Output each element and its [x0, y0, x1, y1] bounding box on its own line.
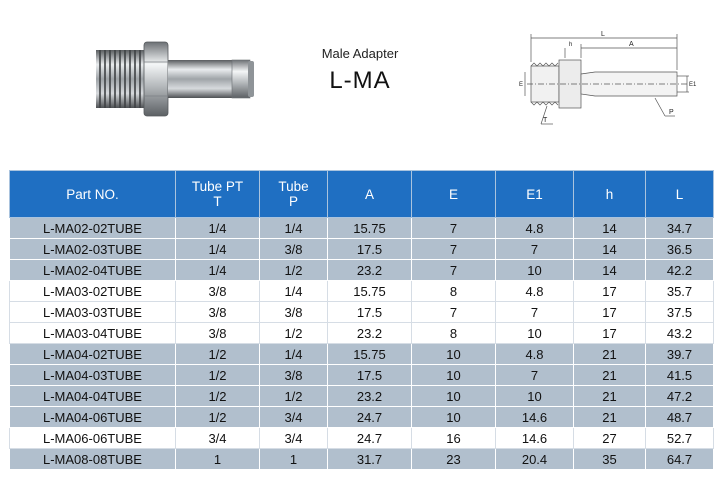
col-tube-pt-cell: 1/4 [176, 239, 260, 260]
col-e-cell: 10 [412, 386, 496, 407]
col-tube-pt-cell: 1/2 [176, 407, 260, 428]
col-e-cell: 7 [412, 260, 496, 281]
drawing-label-l: L [601, 31, 605, 38]
col-tube-pt-cell: 1 [176, 449, 260, 470]
col-tube-pt-cell: 3/8 [176, 302, 260, 323]
col-e1-cell: 14.6 [496, 407, 574, 428]
col-tube-p-cell: 3/8 [260, 239, 328, 260]
table-row [10, 239, 714, 260]
col-h-cell: 14 [574, 260, 646, 281]
drawing-label-p: P [669, 109, 674, 116]
col-tube-p-cell: 1/2 [260, 260, 328, 281]
col-h-cell: 14 [574, 239, 646, 260]
col-e1-cell: 4.8 [496, 344, 574, 365]
col-l-cell: 34.7 [646, 218, 714, 239]
col-a-cell: 23.2 [328, 386, 412, 407]
col-part-no-cell: L-MA02-04TUBE [10, 260, 176, 281]
header-label: E [448, 186, 458, 202]
col-tube-p-cell: 3/4 [260, 407, 328, 428]
col-l-header [646, 171, 714, 218]
col-part-no-cell: L-MA03-02TUBE [10, 281, 176, 302]
col-tube-p-cell: 1/2 [260, 386, 328, 407]
col-a-cell: 15.75 [328, 344, 412, 365]
col-e-cell: 10 [412, 344, 496, 365]
col-tube-p-header [260, 171, 328, 218]
col-tube-p-cell: 3/8 [260, 302, 328, 323]
col-h-header [574, 171, 646, 218]
col-part-no-header [10, 171, 176, 218]
table-row [10, 365, 714, 386]
col-tube-p-cell: 1/2 [260, 323, 328, 344]
col-e1-cell: 10 [496, 386, 574, 407]
col-e-cell: 7 [412, 218, 496, 239]
col-tube-p-cell: 3/8 [260, 365, 328, 386]
table-row [10, 344, 714, 365]
table-row [10, 260, 714, 281]
col-h-cell: 17 [574, 302, 646, 323]
header-label: E1 [526, 186, 543, 202]
col-e-cell: 10 [412, 365, 496, 386]
table-row [10, 323, 714, 344]
col-e1-header [496, 171, 574, 218]
table-row [10, 407, 714, 428]
table-row [10, 386, 714, 407]
col-h-cell: 21 [574, 344, 646, 365]
dimension-drawing [519, 28, 697, 140]
col-part-no-cell: L-MA04-04TUBE [10, 386, 176, 407]
col-e-cell: 23 [412, 449, 496, 470]
col-part-no-cell: L-MA04-03TUBE [10, 365, 176, 386]
col-a-cell: 31.7 [328, 449, 412, 470]
header-label: h [605, 186, 614, 202]
col-e-cell: 8 [412, 323, 496, 344]
col-tube-p-cell: 1/4 [260, 344, 328, 365]
table-row [10, 428, 714, 449]
header-sublabel: P [288, 194, 298, 209]
title-block [295, 46, 425, 95]
col-l-cell: 42.2 [646, 260, 714, 281]
col-l-cell: 37.5 [646, 302, 714, 323]
col-tube-pt-cell: 3/4 [176, 428, 260, 449]
col-e-header [412, 171, 496, 218]
drawing-label-a: A [629, 41, 634, 48]
col-e1-cell: 10 [496, 260, 574, 281]
drawing-label-t: T [543, 117, 548, 124]
table-body [10, 218, 714, 470]
col-l-cell: 43.2 [646, 323, 714, 344]
col-part-no-cell: L-MA03-03TUBE [10, 302, 176, 323]
col-e-cell: 16 [412, 428, 496, 449]
col-a-cell: 24.7 [328, 428, 412, 449]
header-label: Part NO. [66, 186, 119, 202]
col-h-cell: 17 [574, 323, 646, 344]
col-tube-pt-cell: 1/2 [176, 386, 260, 407]
col-tube-pt-cell: 3/8 [176, 323, 260, 344]
table-row [10, 302, 714, 323]
table-row [10, 218, 714, 239]
model-code: L-MA [329, 67, 391, 94]
drawing-label-e1: E1 [689, 82, 697, 88]
col-part-no-cell: L-MA02-03TUBE [10, 239, 176, 260]
col-tube-pt-header [176, 171, 260, 218]
col-tube-p-cell: 1/4 [260, 281, 328, 302]
col-l-cell: 39.7 [646, 344, 714, 365]
col-a-cell: 17.5 [328, 239, 412, 260]
col-part-no-cell: L-MA04-06TUBE [10, 407, 176, 428]
col-e1-cell: 7 [496, 239, 574, 260]
header-label: A [364, 186, 374, 202]
col-a-cell: 15.75 [328, 281, 412, 302]
col-part-no-cell: L-MA02-02TUBE [10, 218, 176, 239]
col-e1-cell: 7 [496, 302, 574, 323]
table-row [10, 281, 714, 302]
col-tube-p-cell: 3/4 [260, 428, 328, 449]
col-l-cell: 41.5 [646, 365, 714, 386]
male-adapter-photo [92, 40, 264, 118]
col-l-cell: 52.7 [646, 428, 714, 449]
header-sublabel: T [213, 194, 222, 209]
col-tube-p-cell: 1/4 [260, 218, 328, 239]
header-label: Tube [278, 179, 309, 194]
col-h-cell: 27 [574, 428, 646, 449]
product-subtitle: Male Adapter [321, 46, 399, 61]
col-e1-cell: 14.6 [496, 428, 574, 449]
col-e-cell: 10 [412, 407, 496, 428]
col-h-cell: 35 [574, 449, 646, 470]
col-h-cell: 21 [574, 365, 646, 386]
col-h-cell: 17 [574, 281, 646, 302]
col-a-cell: 17.5 [328, 302, 412, 323]
col-l-cell: 48.7 [646, 407, 714, 428]
col-a-cell: 17.5 [328, 365, 412, 386]
col-e1-cell: 4.8 [496, 281, 574, 302]
col-tube-pt-cell: 1/2 [176, 365, 260, 386]
col-part-no-cell: L-MA08-08TUBE [10, 449, 176, 470]
col-e1-cell: 20.4 [496, 449, 574, 470]
table-row [10, 449, 714, 470]
col-tube-pt-cell: 1/4 [176, 260, 260, 281]
col-a-cell: 23.2 [328, 260, 412, 281]
col-h-cell: 21 [574, 407, 646, 428]
col-h-cell: 14 [574, 218, 646, 239]
header-label: Tube PT [191, 179, 244, 194]
col-a-header [328, 171, 412, 218]
col-e-cell: 8 [412, 281, 496, 302]
spec-table [9, 170, 714, 470]
table-header-row [10, 171, 714, 218]
col-a-cell: 15.75 [328, 218, 412, 239]
header-label: L [675, 186, 684, 202]
col-part-no-cell: L-MA06-06TUBE [10, 428, 176, 449]
drawing-label-h: h [569, 42, 573, 48]
col-tube-pt-cell: 3/8 [176, 281, 260, 302]
col-tube-pt-cell: 1/2 [176, 344, 260, 365]
col-part-no-cell: L-MA04-02TUBE [10, 344, 176, 365]
col-e1-cell: 7 [496, 365, 574, 386]
col-tube-pt-cell: 1/4 [176, 218, 260, 239]
col-l-cell: 47.2 [646, 386, 714, 407]
col-l-cell: 36.5 [646, 239, 714, 260]
col-l-cell: 35.7 [646, 281, 714, 302]
col-h-cell: 21 [574, 386, 646, 407]
col-a-cell: 23.2 [328, 323, 412, 344]
col-part-no-cell: L-MA03-04TUBE [10, 323, 176, 344]
col-a-cell: 24.7 [328, 407, 412, 428]
col-e1-cell: 4.8 [496, 218, 574, 239]
col-tube-p-cell: 1 [260, 449, 328, 470]
col-e-cell: 7 [412, 302, 496, 323]
col-e-cell: 7 [412, 239, 496, 260]
col-l-cell: 64.7 [646, 449, 714, 470]
col-e1-cell: 10 [496, 323, 574, 344]
drawing-label-e: E [519, 82, 524, 88]
